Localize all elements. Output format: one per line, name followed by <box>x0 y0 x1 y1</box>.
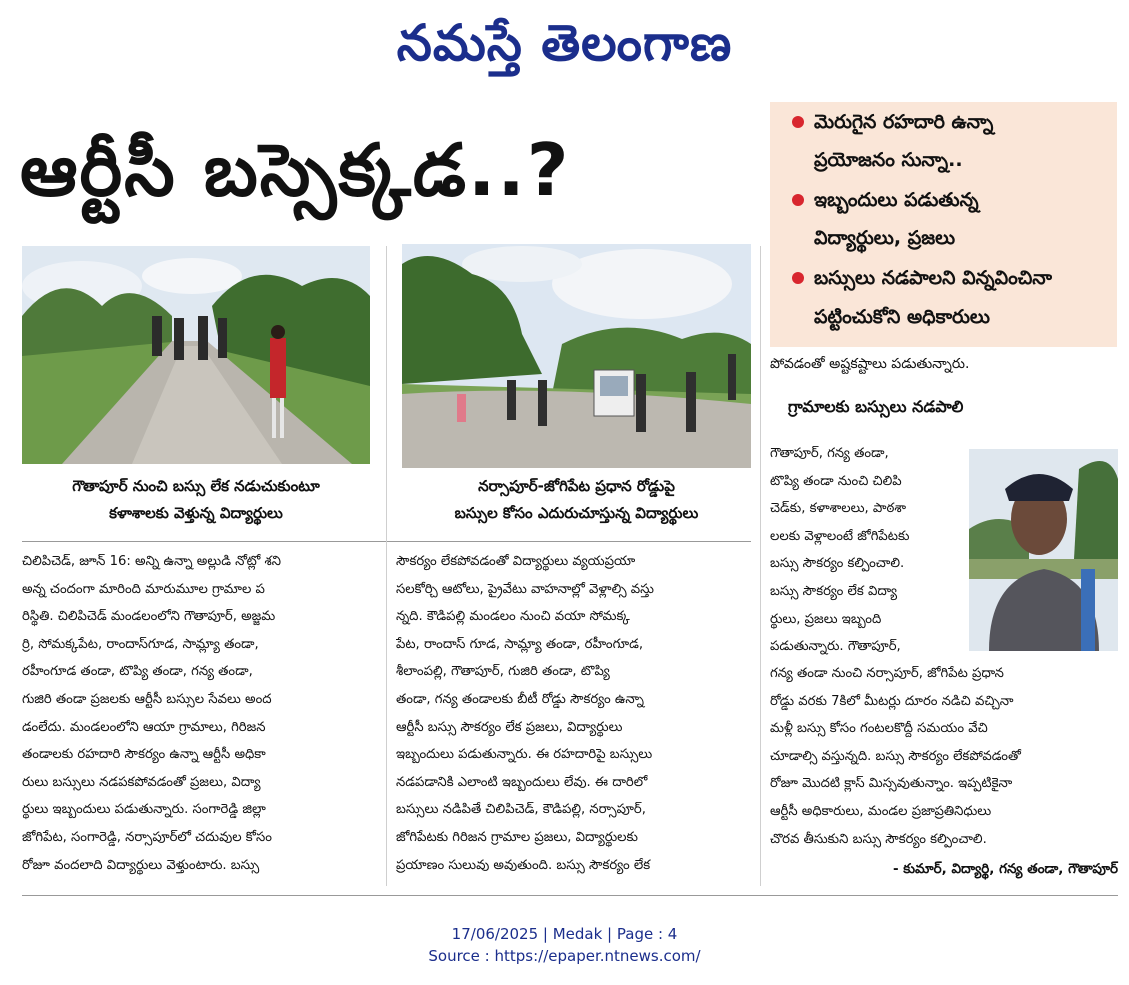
caption-line: బస్సుల కోసం ఎదురుచూస్తున్న విద్యార్థులు <box>454 504 699 522</box>
text-line: రిస్థితి. చిలిపిచెడ్ మండలంలోని గౌతాపూర్, అజ్జమ <box>22 609 276 625</box>
text-line: ఆర్టీసీ అధికారులు, మండల ప్రజాప్రతినిధులు <box>770 803 992 819</box>
text-line: ఆర్టీసీ బస్సు సౌకర్యం లేక ప్రజలు, విద్యార్థులు <box>396 719 623 735</box>
text-line: బస్సులు నడిపితే చిలిపిచెడ్, కౌడిపల్లి, నర్సాపూర్, <box>396 802 646 818</box>
headline: ఆర్టీసీ బస్సెక్కడ..? <box>20 128 571 212</box>
photo-students-waiting <box>402 244 751 468</box>
text-line: శీలాంపల్లి, గౌతాపూర్, గుజిరి తండా, టొప్యి <box>396 664 610 680</box>
divider <box>22 895 1118 896</box>
highlight-line: ప్రయోజనం సున్నా.. <box>814 149 963 171</box>
text-line: బస్సు సౌకర్యం లేక విద్యా <box>770 583 898 599</box>
highlight-line: మెరుగైన రహదారి ఉన్నా <box>814 111 994 133</box>
article-column-1 <box>22 548 370 879</box>
text-line: ర్థులు, ప్రజలు ఇబ్బంది <box>770 611 882 627</box>
photo-caption-left <box>22 473 370 527</box>
text-line: రోడ్డు వరకు 7కిలో మీటర్లు దూరం నడిచి వచ్చినా <box>770 693 1014 709</box>
text-line: రోజూ మొదటి క్లాస్ మిస్సవుతున్నాం. ఇప్పటికైనా <box>770 776 1013 792</box>
byline: - కుమార్, విద్యార్థి, గన్య తండా, గౌతాపూర్ <box>892 861 1118 877</box>
text-line: ప్రయాణం సులువు అవుతుంది. బస్సు సౌకర్యం లేక <box>396 857 651 873</box>
highlight-line: ఇబ్బందులు పడుతున్న <box>814 189 979 211</box>
text-line: బస్సు సౌకర్యం కల్పించాలి. <box>770 556 905 572</box>
caption-line: కళాశాలకు వెళ్తున్న విద్యార్థులు <box>109 504 283 522</box>
continuation-line: పోవడంతో అష్టకష్టాలు పడుతున్నారు. <box>770 356 970 372</box>
text-line: ఇబ్బందులు పడుతున్నారు. ఈ రహదారిపై బస్సులు <box>396 747 653 763</box>
text-line: చొరవ తీసుకుని బస్సు సౌకర్యం కల్పించాలి. <box>770 831 987 847</box>
divider <box>760 246 761 886</box>
text-line: ర్రి, సోమక్కపేట, రాందాస్‌గూడ, సామ్ల్యా తండా, <box>22 636 259 652</box>
text-line: సౌకర్యం లేకపోవడంతో విద్యార్థులు వ్యయప్రయా <box>396 554 636 569</box>
article-column-2 <box>396 548 751 879</box>
footer-source[interactable]: Source : https://epaper.ntnews.com/ <box>428 947 701 965</box>
text-line: నడపడానికి ఎలాంటి ఇబ్బందులు లేవు. ఈ దారిలో <box>396 774 648 790</box>
text-line: చూడాల్సి వస్తున్నది. బస్సు సౌకర్యం లేకపోవడంతో <box>770 748 1021 764</box>
text-line: చిలిపిచెడ్, జూన్ 16: అన్ని ఉన్నా అల్లుడి నోట్లో శని <box>22 554 282 569</box>
text-line: పేట, రాందాస్ గూడ, సామ్ల్యా తండా, రహీంగూడ, <box>396 636 644 652</box>
text-line: గౌతాపూర్, గన్య తండా, <box>770 446 889 461</box>
text-line: చెడ్‌కు, కళాశాలలు, పాఠశా <box>770 501 906 517</box>
article-column-3-top <box>770 440 962 661</box>
text-line: టొప్యి తండా నుంచి చిలిపి <box>770 473 902 489</box>
text-line: అన్న చందంగా మారింది మారుమూల గ్రామాల ప <box>22 581 265 597</box>
text-line: గుజిరి తండా ప్రజలకు ఆర్టీసీ బస్సుల సేవలు అంద <box>22 691 272 707</box>
text-line: రోజూ వందలాది విద్యార్థులు వెళ్తుంటారు. బస్సు <box>22 857 260 873</box>
text-line: న్నది. కౌడిపల్లి మండలం నుంచి వయా సోమక్క <box>396 609 630 625</box>
text-line: రులు బస్సులు నడపకపోవడంతో ప్రజలు, విద్యా <box>22 774 261 790</box>
text-line: తండా, గన్య తండాలకు బీటీ రోడ్డు సౌకర్యం ఉన్నా <box>396 691 644 707</box>
text-line: లలకు వెళ్లాలంటే జోగిపేటకు <box>770 528 910 544</box>
bullet-icon <box>792 272 804 284</box>
bullet-icon <box>792 194 804 206</box>
photo-caption-middle <box>402 473 751 527</box>
footer-meta: 17/06/2025 | Medak | Page : 4 <box>451 925 678 943</box>
text-line: రహీంగూడ తండా, టొప్యి తండా, గన్య తండా, <box>22 664 253 680</box>
caption-line: గౌతాపూర్ నుంచి బస్సు లేక నడుచుకుంటూ <box>72 477 320 495</box>
bullet-icon <box>792 116 804 128</box>
text-line: జోగిపేటకు గిరిజన గ్రామాల ప్రజలు, విద్యార్థులకు <box>396 829 638 845</box>
text-line: తండాలకు రహదారి సౌకర్యం ఉన్నా ఆర్టీసీ అధికా <box>22 747 266 763</box>
text-line: గన్య తండా నుంచి నర్సాపూర్, జోగిపేట ప్రధాన <box>770 666 1004 681</box>
text-line: పడుతున్నారు. గౌతాపూర్, <box>770 639 901 655</box>
subheading: గ్రామాలకు బస్సులు నడపాలి <box>788 397 964 416</box>
text-line: ర్థులు ఇబ్బందులు పడుతున్నారు. సంగారెడ్డి జిల్లా <box>22 802 266 818</box>
highlight-line: విద్యార్థులు, ప్రజలు <box>814 227 956 249</box>
text-line: డంలేదు. మండలంలోని ఆయా గ్రామాలు, గిరిజన <box>22 719 266 735</box>
masthead: నమస్తే తెలంగాణ <box>396 13 733 72</box>
photo-students-walking <box>22 246 370 464</box>
photo-student-portrait <box>969 449 1118 651</box>
highlight-line: బస్సులు నడపాలని విన్నవించినా <box>814 267 1053 289</box>
highlights-box <box>770 102 1117 347</box>
article-column-3-bottom <box>770 660 1118 853</box>
text-line: మళ్లీ బస్సు కోసం గంటలకొద్దీ సమయం వేచి <box>770 721 988 737</box>
highlight-line: పట్టించుకోని అధికారులు <box>814 306 990 328</box>
text-line: జోగిపేట, సంగారెడ్డి, నర్సాపూర్‌లో చదువుల కోసం <box>22 829 272 845</box>
caption-line: నర్సాపూర్-జోగిపేట ప్రధాన రోడ్డుపై <box>478 477 675 495</box>
text-line: సలకోర్చి ఆటోలు, ప్రైవేటు వాహనాల్లో వెళ్లాల్సి వస్తు <box>396 581 655 597</box>
divider <box>386 246 387 886</box>
